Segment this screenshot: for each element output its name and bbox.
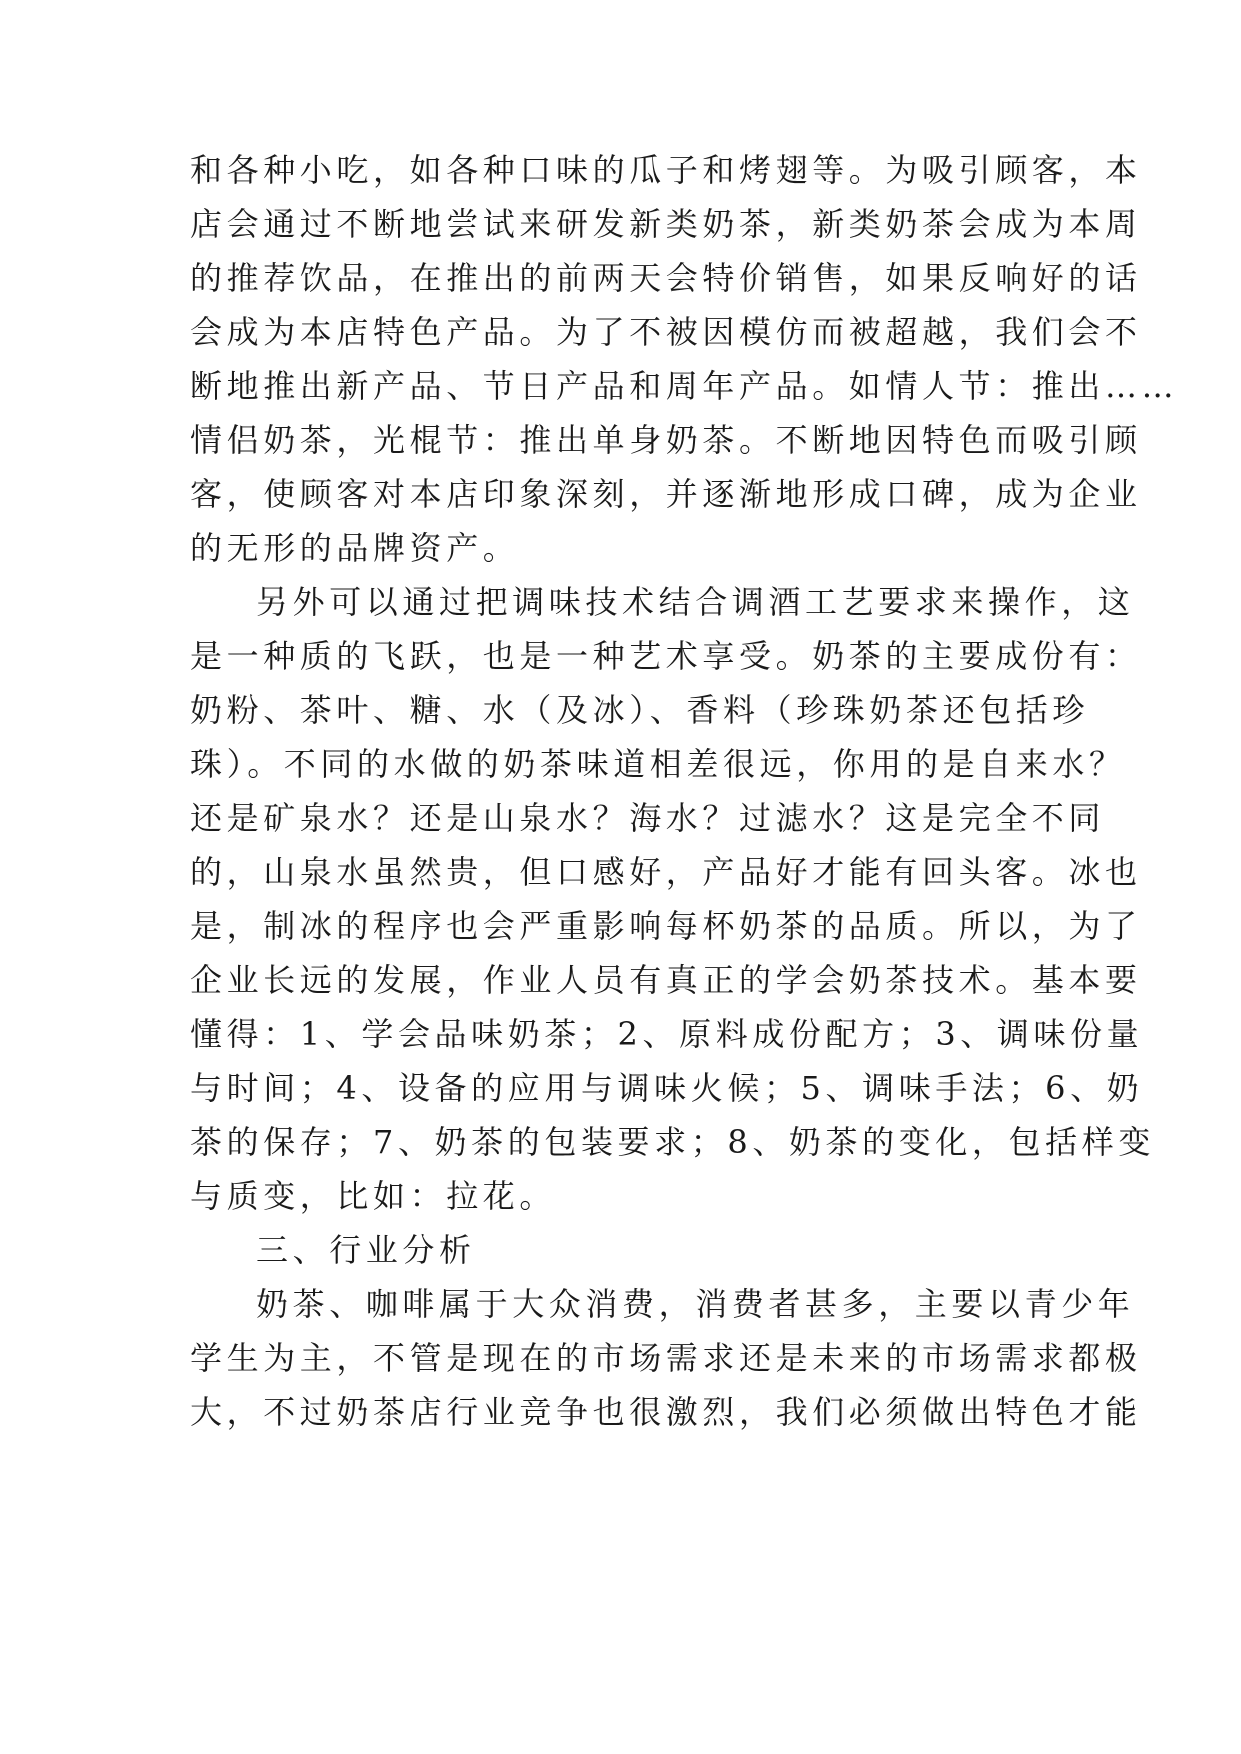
text-line: 的，山泉水虽然贵，但口感好，产品好才能有回头客。冰也	[190, 853, 1142, 891]
text-line: 与时间；4、设备的应用与调味火候；5、调味手法；6、奶	[190, 1069, 1144, 1107]
text-line: 与质变，比如：拉花。	[190, 1177, 557, 1215]
text-line: 和各种小吃，如各种口味的瓜子和烤翅等。为吸引顾客，本	[190, 151, 1142, 189]
text-line: 情侣奶茶，光棍节：推出单身奶茶。不断地因特色而吸引顾	[190, 421, 1142, 459]
text-line: 店会通过不断地尝试来研发新类奶茶，新类奶茶会成为本周	[190, 205, 1142, 243]
paragraph-first-line: 另外可以通过把调味技术结合调酒工艺要求来操作，这	[256, 583, 1135, 621]
text-line: 企业长远的发展，作业人员有真正的学会奶茶技术。基本要	[190, 961, 1142, 999]
text-line: 大，不过奶茶店行业竞争也很激烈，我们必须做出特色才能	[190, 1393, 1142, 1431]
text-line: 学生为主，不管是现在的市场需求还是未来的市场需求都极	[190, 1339, 1142, 1377]
text-line: 懂得：1、学会品味奶茶；2、原料成份配方；3、调味份量	[190, 1015, 1144, 1053]
text-line: 断地推出新产品、节日产品和周年产品。如情人节：推出……	[190, 367, 1179, 405]
text-line: 会成为本店特色产品。为了不被因模仿而被超越，我们会不	[190, 313, 1142, 351]
text-line: 还是矿泉水？还是山泉水？海水？过滤水？这是完全不同	[190, 799, 1106, 837]
text-line: 客，使顾客对本店印象深刻，并逐渐地形成口碑，成为企业	[190, 475, 1142, 513]
text-line: 是一种质的飞跃，也是一种艺术享受。奶茶的主要成份有：	[190, 637, 1142, 675]
text-line: 奶粉、茶叶、糖、水（及冰）、香料（珍珠奶茶还包括珍	[190, 691, 1090, 729]
section-heading: 三、行业分析	[256, 1231, 476, 1269]
text-line: 是，制冰的程序也会严重影响每杯奶茶的品质。所以，为了	[190, 907, 1142, 945]
text-line: 的推荐饮品，在推出的前两天会特价销售，如果反响好的话	[190, 259, 1142, 297]
text-line: 茶的保存；7、奶茶的包装要求；8、奶茶的变化，包括样变	[190, 1123, 1155, 1161]
paragraph-first-line: 奶茶、咖啡属于大众消费，消费者甚多，主要以青少年	[256, 1285, 1135, 1323]
text-line: 珠）。不同的水做的奶茶味道相差很远，你用的是自来水？	[190, 745, 1126, 783]
text-line: 的无形的品牌资产。	[190, 529, 520, 567]
